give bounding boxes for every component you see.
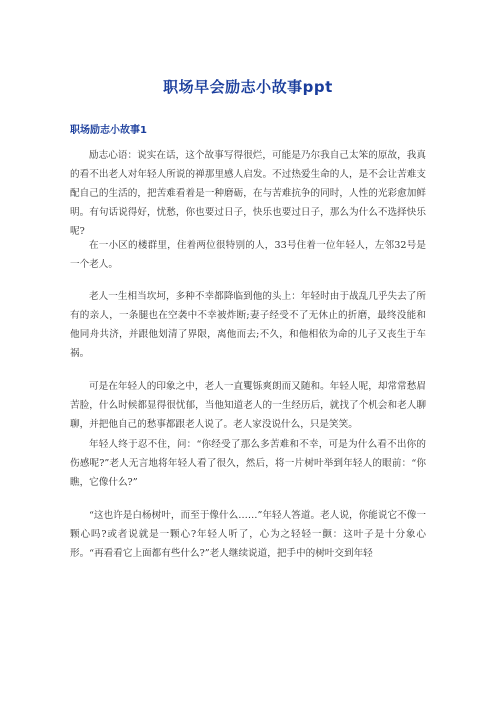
paragraph-young-man: 可是在年轻人的印象之中，老人一直矍铄爽朗而又随和。年轻人呢，却常常愁眉苦脸，什么时候都显得很忧郁，当他知道老人的一生经历后，就找了个机会和老人聊聊，并把他自己的愁事都跟老人说了。老人家没说什么，只是笑笑。 <box>70 381 426 430</box>
paragraph-intro: 励志心语：说实在话，这个故事写得很烂，可能是乃尔我自己太笨的原故，我真的看不出老人对年轻人所说的禅那里感人启发。不过热爱生命的人，是不会让苦难支配自己的生活的，把苦难看着是一种磨砺，在与苦难抗争的同时，人性的光彩愈加鲜明。有句话说得好，忧愁，你也要过日子，快乐也要过日子，那么为什么不选择快乐呢? <box>70 150 426 237</box>
paragraph-question: 年轻人终于忍不住，问：“你经受了那么多苦难和不幸，可是为什么看不出你的伤感呢?”老人无言地将年轻人看了很久，然后，将一片树叶举到年轻人的眼前：“你瞧，它像什么?” <box>70 439 426 488</box>
paragraph-old-man-life: 老人一生相当坎坷，多种不幸都降临到他的头上：年轻时由于战乱几乎失去了所有的亲人，一条腿也在空袭中不幸被炸断;妻子经受不了无休止的折磨，最终没能和他同舟共济，并跟他划清了界限，离他而去;不久，和他相依为命的儿子又丧生于车祸。 <box>70 291 426 359</box>
document-title: 职场早会励志小故事ppt <box>163 78 333 96</box>
section-heading: 职场励志小故事1 <box>70 125 147 136</box>
paragraph-leaf: “这也许是白杨树叶，而至于像什么……”年轻人答道。老人说，你能说它不像一颗心吗?或者说就是一颗心?年轻人听了，心为之轻轻一颤：这叶子是十分象心形。“再看看它上面都有些什么?”老人继续说道，把手中的树叶交到年轻 <box>70 510 426 559</box>
paragraph-neighbors: 在一小区的楼群里，住着两位很特别的人，33号住着一位年轻人，左邻32号是一个老人。 <box>70 240 426 270</box>
